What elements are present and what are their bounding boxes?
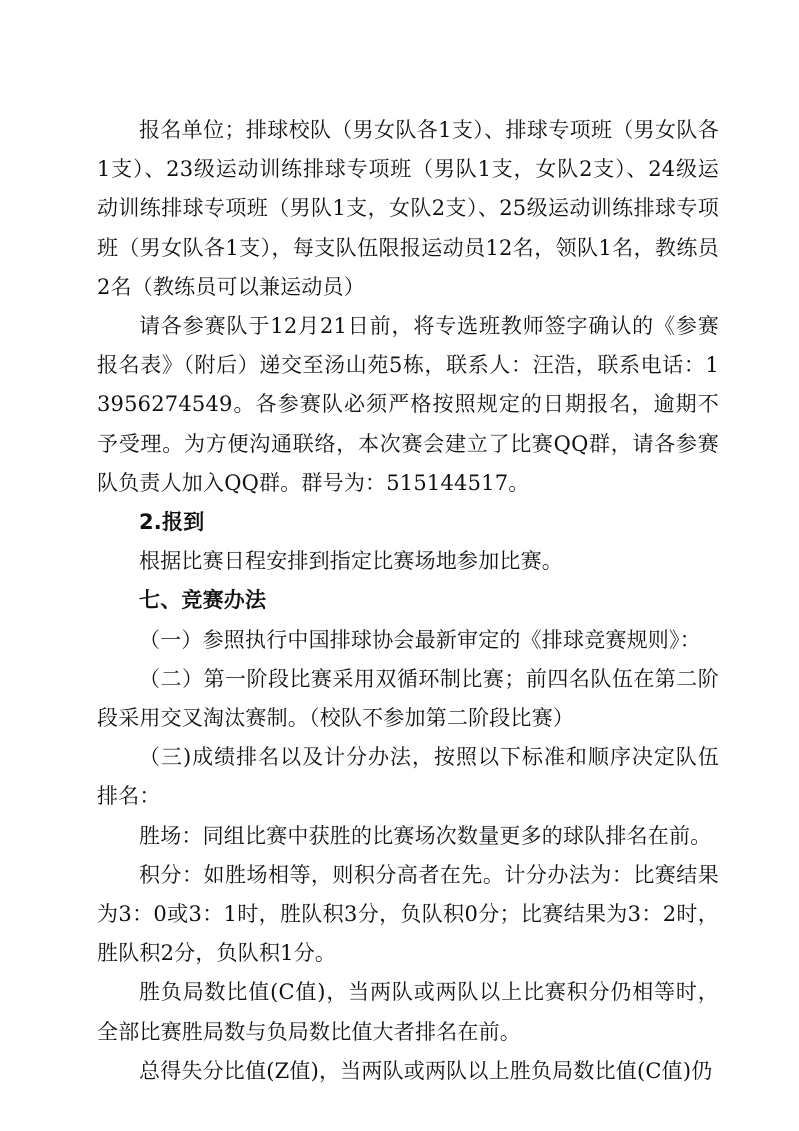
check-in-paragraph: 根据比赛日程安排到指定比赛场地参加比赛。 [139, 549, 563, 574]
check-in-heading: 2.报到 [139, 510, 205, 535]
document-body [97, 111, 719, 1091]
registration-deadline-paragraph: 请各参赛队于12月21日前，将专选班教师签字确认的《参赛报名表》（附后）递交至汤山苑5栋，联系人：汪浩，联系电话：13956274549。各参赛队必须严格按照规定的日期报名，逾期不予受理。为方便沟通联络，本次赛会建立了比赛QQ群，请各参赛队负责人加入QQ群。群号为：515144517。 [97, 314, 719, 495]
ranking-wins-paragraph: 胜场：同组比赛中获胜的比赛场次数量更多的球队排名在前。 [139, 823, 712, 848]
ranking-c-value-paragraph: 胜负局数比值(C值)，当两队或两队以上比赛积分仍相等时，全部比赛胜局数与负局数比值大者排名在前。 [97, 980, 719, 1044]
rule-item-3: （三)成绩排名以及计分办法，按照以下标准和顺序决定队伍排名： [97, 745, 719, 809]
rule-item-1: （一）参照执行中国排球协会最新审定的《排球竞赛规则》： [139, 627, 701, 652]
competition-method-heading: 七、竞赛办法 [139, 588, 267, 613]
ranking-z-value-paragraph: 总得失分比值(Z值)，当两队或两队以上胜负局数比值(C值)仍 [139, 1058, 713, 1083]
ranking-points-paragraph: 积分：如胜场相等，则积分高者在先。计分办法为：比赛结果为3：0或3：1时，胜队积3分，负队积0分；比赛结果为3：2时，胜队积2分，负队积1分。 [97, 862, 719, 966]
rule-item-2: （二）第一阶段比赛采用双循环制比赛；前四名队伍在第二阶段采用交叉淘汰赛制。（校队不参加第二阶段比赛） [97, 666, 719, 731]
registration-units-paragraph: 报名单位；排球校队（男女队各1支）、排球专项班（男女队各1支）、23级运动训练排球专项班（男队1支，女队2支）、24级运动训练排球专项班（男队1支，女队2支）、25级运动训练排球专项班（男女队各1支），每支队伍限报运动员12名，领队1名，教练员2名（教练员可以兼运动员） [97, 118, 719, 299]
